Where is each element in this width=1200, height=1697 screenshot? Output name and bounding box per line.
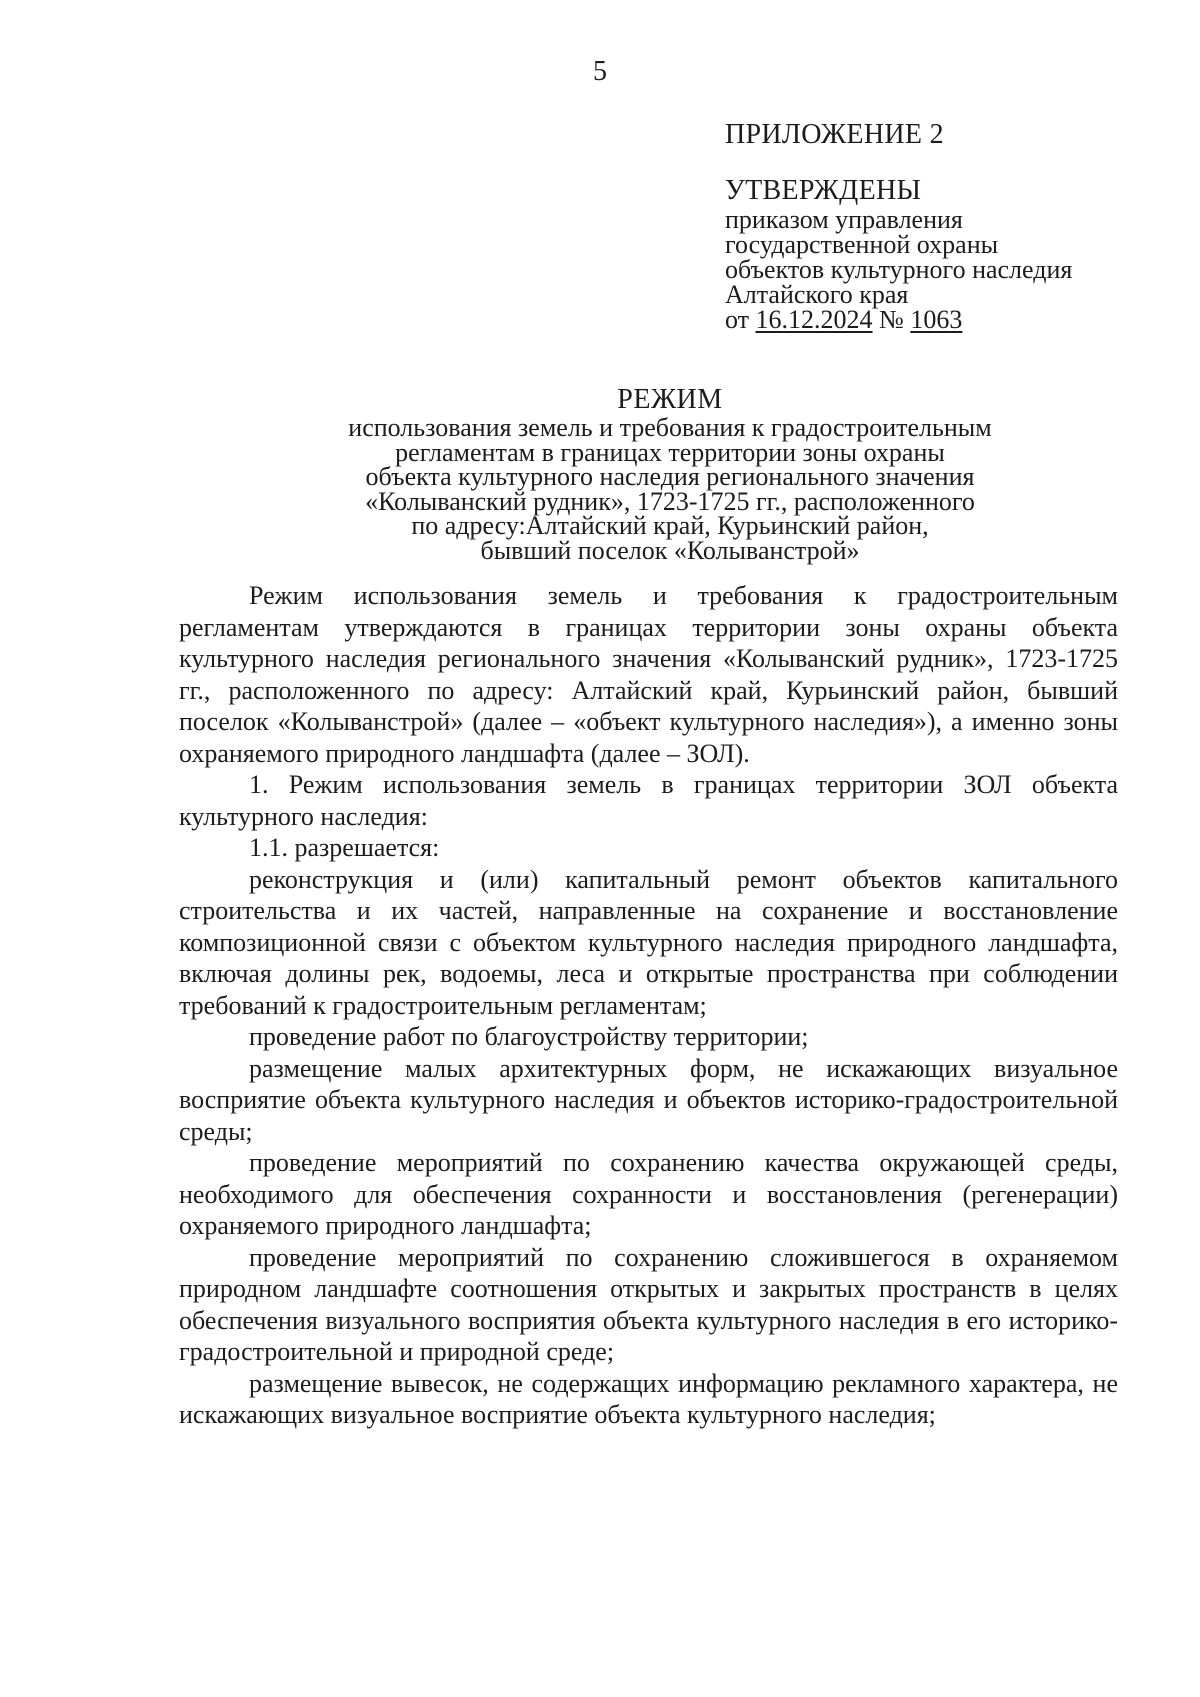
heading-line-3: объекта культурного наследия регионального значения xyxy=(365,462,975,492)
heading-line-6: бывший поселок «Колыванстрой» xyxy=(480,535,860,565)
approval-line-1: приказом управления xyxy=(725,205,963,235)
permitted-item-2: проведение работ по благоустройству территории; xyxy=(249,1022,809,1051)
approval-block xyxy=(725,118,1165,335)
section-1-1-paragraph: 1.1. разрешается: xyxy=(249,833,440,862)
permitted-item-4: проведение мероприятий по сохранению качества окружающей среды, необходимого для обеспечения сохранности и восстановления (регенерации) охраняемого природного ландшафта; xyxy=(179,1148,1118,1240)
section-1-paragraph: 1. Режим использования земель в границах территории ЗОЛ объекта культурного наследия: xyxy=(179,770,1118,831)
permitted-item-5: проведение мероприятий по сохранению сложившегося в охраняемом природном ландшафте соотношения открытых и закрытых пространств в целях обеспечения визуального восприятия объекта культурного наследия в его историко-градостроительной и природной среде; xyxy=(179,1242,1118,1366)
appendix-title: ПРИЛОЖЕНИЕ 2 xyxy=(725,119,944,150)
document-heading xyxy=(150,384,1190,563)
page-number: 5 xyxy=(593,56,607,87)
approval-line-2: государственной охраны xyxy=(725,230,999,260)
permitted-item-3: размещение малых архитектурных форм, не искажающих визуальное восприятие объекта культурного наследия и объектов историко-градостроительной среды; xyxy=(179,1053,1118,1146)
permitted-item-1: реконструкция и (или) капитальный ремонт объектов капитального строительства и их частей, направленные на сохранение и восстановление композиционной связи с объектом культурного наследия природного ландшафта, включая долины рек, водоемы, леса и открытые пространства при соблюдении требований к градостроительным регламентам; xyxy=(179,864,1118,1020)
order-number: 1063 xyxy=(910,305,963,335)
document-body xyxy=(179,580,1118,1431)
number-prefix: № xyxy=(872,305,911,335)
intro-paragraph: Режим использования земель и требования к градостроительным регламентам утверждаются в границах территории зоны охраны объекта культурного наследия регионального значения «Колыванский рудник», 1723-1725 гг., расположенного по адресу: Алтайский край, Курьинский район, бывший поселок «Колыванстрой» (далее – «объект культурного наследия»), а именно зоны охраняемого природного ландшафта (далее – ЗОЛ). xyxy=(179,581,1118,768)
date-prefix: от xyxy=(725,305,756,335)
heading-line-4: «Колыванский рудник», 1723-1725 гг., расположенного xyxy=(365,486,975,516)
approval-line-3: объектов культурного наследия xyxy=(725,255,1073,285)
heading-line-1: использования земель и требования к градостроительным xyxy=(348,413,992,443)
heading-line-2: регламентам в границах территории зоны охраны xyxy=(395,437,945,467)
order-date-line xyxy=(725,305,1165,335)
approval-line-4: Алтайского края xyxy=(725,280,909,310)
heading-line-5: по адресу:Алтайский край, Курьинский район, xyxy=(411,511,929,541)
heading-title: РЕЖИМ xyxy=(617,384,723,415)
permitted-item-6: размещение вывесок, не содержащих информацию рекламного характера, не искажающих визуальное восприятие объекта культурного наследия; xyxy=(179,1368,1118,1429)
order-date: 16.12.2024 xyxy=(755,305,873,335)
approved-title: УТВЕРЖДЕНЫ xyxy=(725,174,922,206)
